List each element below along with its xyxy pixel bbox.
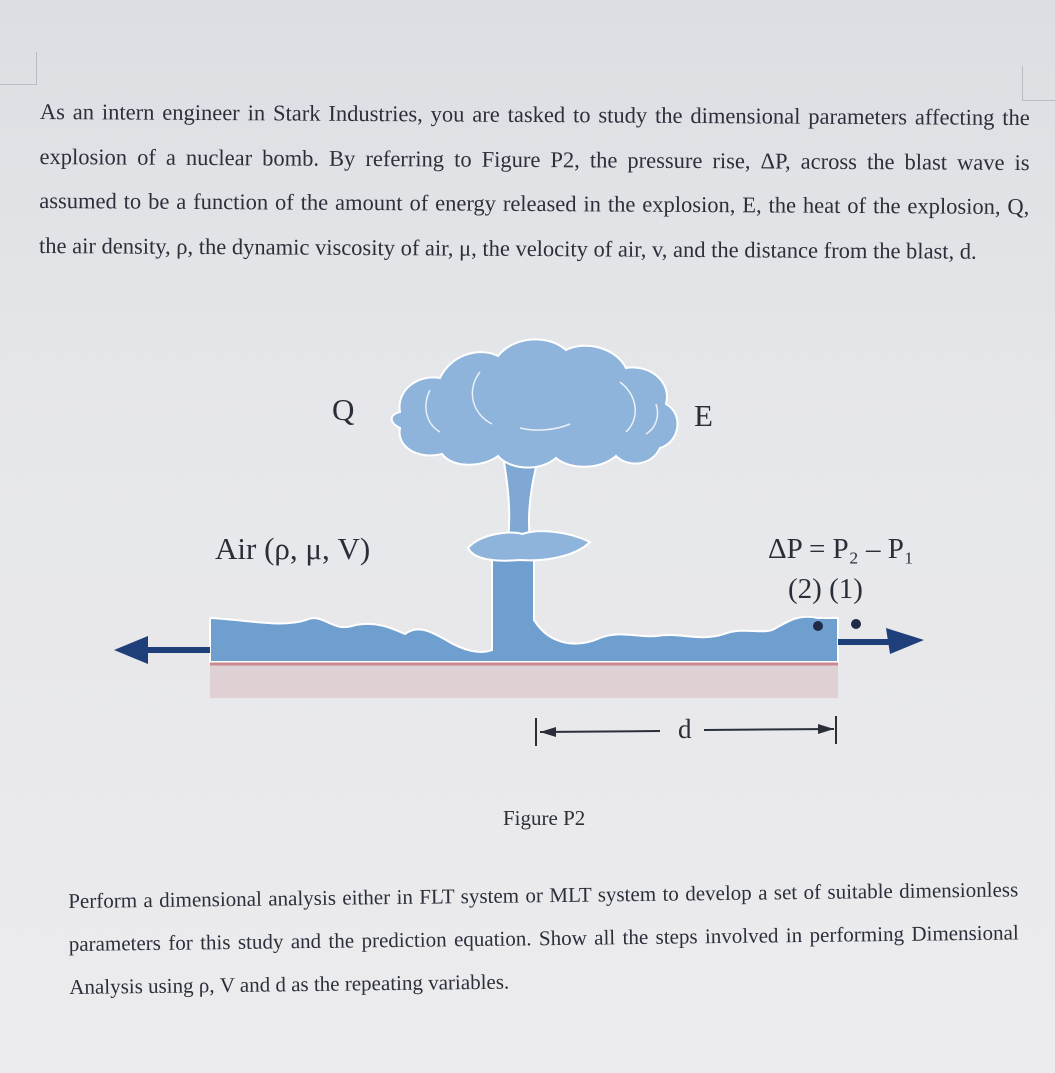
figure-p2 — [100, 320, 1000, 790]
label-energy-e: E — [694, 398, 713, 433]
label-points: (2) (1) — [788, 573, 863, 605]
corner-mark-left — [0, 52, 37, 85]
ground-band — [210, 660, 838, 698]
distance-line-left — [540, 731, 660, 732]
distance-arrow-right — [818, 724, 834, 734]
problem-intro: As an intern engineer in Stark Industries, you are tasked to study the dimensional parameters affecting the explosion of a nuclear bomb. By referring to Figure P2, the pressure rise, ΔP, across the blast wave is assumed to be a function of the amount of energy released in the explosion, E, the heat of the explosion, Q, the air density, ρ, the dynamic viscosity of air, μ, the velocity of air, v, and the distance from the blast, d. — [38, 98, 1030, 264]
right-arrow-head — [886, 628, 924, 654]
problem-task: Perform a dimensional analysis either in FLT system or MLT system to develop a set of suitable dimensionless parameters for this study and the prediction equation. Show all the steps involved in performing Dimensional Analysis using ρ, V and d as the repeating variables. — [68, 877, 1019, 999]
label-air-properties: Air (ρ, μ, V) — [215, 531, 371, 566]
point-2-dot — [813, 621, 823, 631]
label-distance-d: d — [678, 714, 692, 744]
left-arrow-head — [114, 636, 148, 664]
distance-line-right — [704, 729, 834, 730]
label-pressure-rise: ΔP = P₂ – P₁ — [768, 533, 915, 565]
distance-arrow-left — [540, 727, 556, 737]
figure-caption: Figure P2 — [503, 806, 586, 830]
point-1-dot — [851, 619, 861, 629]
cloud-collar — [468, 531, 590, 560]
label-heat-q: Q — [332, 392, 355, 427]
